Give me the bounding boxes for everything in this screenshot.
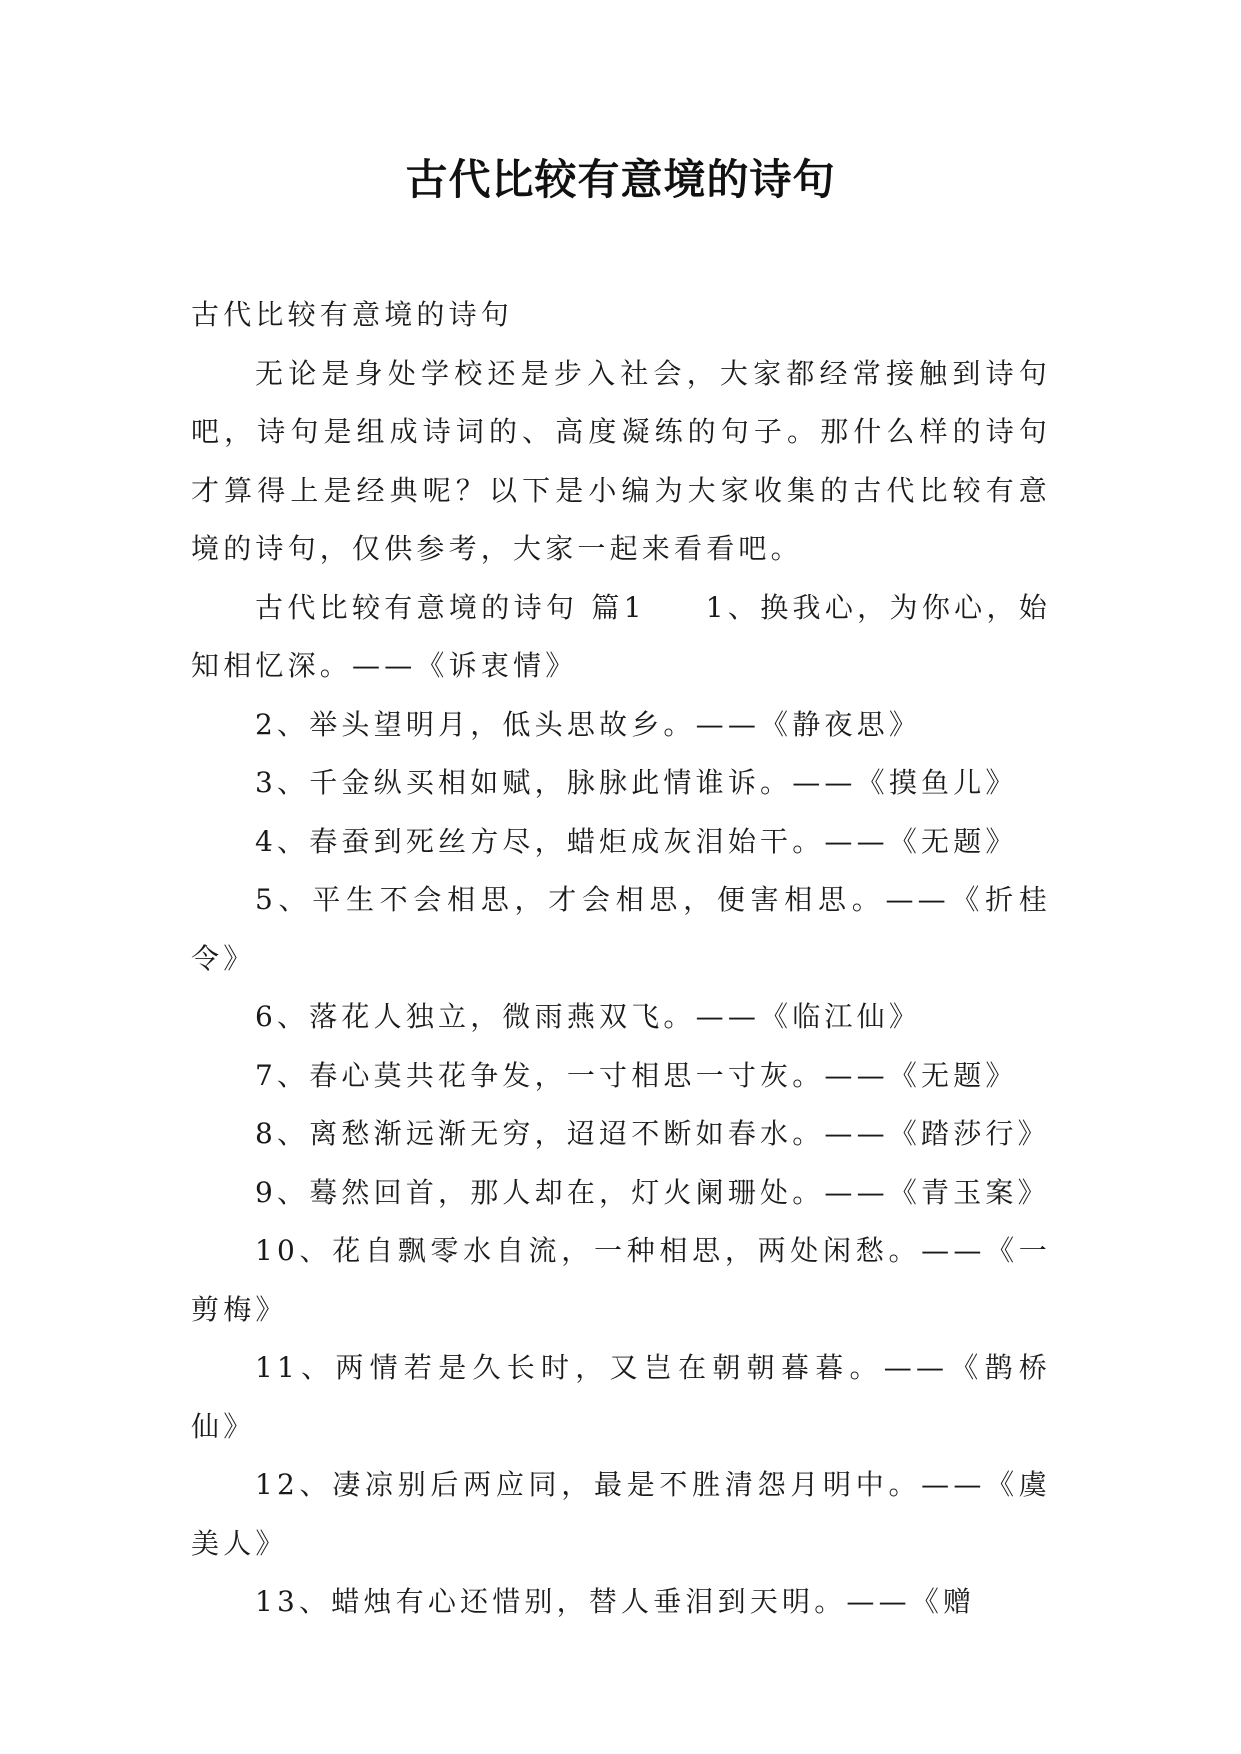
verse-item: 5、平生不会相思，才会相思，便害相思。——《折桂令》 — [191, 883, 1051, 975]
document-body — [191, 286, 1051, 1632]
verse-item: 3、千金纵买相如赋，脉脉此情谁诉。——《摸鱼儿》 — [255, 766, 1018, 799]
verse-item: 13、蜡烛有心还惜别，替人垂泪到天明。——《赠 — [255, 1585, 976, 1618]
verse-item: 10、花自飘零水自流，一种相思，两处闲愁。——《一剪梅》 — [191, 1234, 1051, 1326]
verse-item: 2、举头望明月，低头思故乡。——《静夜思》 — [255, 707, 922, 741]
verse-item: 7、春心莫共花争发，一寸相思一寸灰。——《无题》 — [255, 1058, 1018, 1092]
verse-item: 12、凄凉别后两应同，最是不胜清怨月明中。——《虞美人》 — [191, 1468, 1051, 1560]
verse-item: 1、换我心，为你心，始知相忆深。——《诉衷情》 — [191, 590, 1051, 682]
intro-paragraph: 无论是身处学校还是步入社会，大家都经常接触到诗句吧，诗句是组成诗词的、高度凝练的句子。那什么样的诗句才算得上是经典呢？以下是小编为大家收集的古代比较有意境的诗句，仅供参考，大家一起来看看吧。 — [191, 356, 1051, 565]
section-heading: 古代比较有意境的诗句 篇1 — [255, 590, 646, 624]
subtitle-line: 古代比较有意境的诗句 — [191, 298, 514, 331]
verse-item: 4、春蚕到死丝方尽，蜡炬成灰泪始干。——《无题》 — [255, 824, 1018, 858]
verse-item: 8、离愁渐远渐无穷，迢迢不断如春水。——《踏莎行》 — [255, 1117, 1050, 1150]
verse-item: 9、蓦然回首，那人却在，灯火阑珊处。——《青玉案》 — [255, 1175, 1050, 1209]
section-first-paragraph — [191, 579, 1051, 696]
verse-item: 11、两情若是久长时，又岂在朝朝暮暮。——《鹊桥仙》 — [191, 1351, 1051, 1443]
verse-item: 6、落花人独立，微雨燕双飞。——《临江仙》 — [255, 1000, 922, 1033]
document-title: 古代比较有意境的诗句 — [405, 155, 836, 204]
